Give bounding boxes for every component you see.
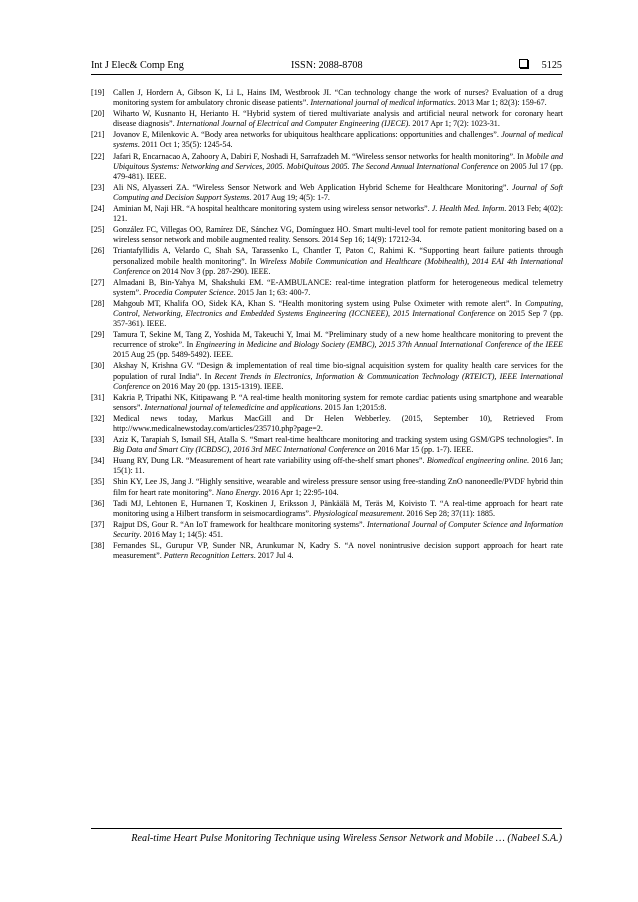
reference-source: Big Data and Smart City (ICBDSC), 2016 3rd MEC International Conference on <box>113 445 376 455</box>
reference-item <box>91 225 563 245</box>
reference-text: . 2013 Feb; 4(02): 121. <box>113 204 563 224</box>
reference-item <box>91 414 563 434</box>
reference-item <box>91 299 563 329</box>
reference-text: Tadi MJ, Lehtonen E, Hurnanen T, Koskinen J, Eriksson J, Pänkäälä M, Teräs M, Koivisto T. “A real-time approach for heart rate monitoring using a Hilbert transform in seismocardiograms”. <box>113 498 563 518</box>
reference-item <box>91 152 563 182</box>
reference-text: on 2005 Jul 17 (pp. 479-481). IEEE. <box>113 161 563 181</box>
reference-source: Recent Trends in Electronics, Information & Communication Technology (RTEICT), IEEE International Conference <box>113 371 564 391</box>
reference-text: on 2014 Nov 3 (pp. 287-290). IEEE. <box>150 266 271 276</box>
reference-text: . 2011 Oct 1; 35(5): 1245-54. <box>137 140 233 150</box>
reference-number: [20] <box>91 109 105 119</box>
reference-source: International journal of medical informatics <box>310 98 454 108</box>
reference-number: [37] <box>91 519 105 529</box>
reference-item <box>91 435 563 455</box>
reference-text: 2015 Aug 25 (pp. 5489-5492). IEEE. <box>113 350 234 360</box>
journal-name: Int J Elec& Comp Eng <box>91 60 184 71</box>
square-icon <box>519 59 528 68</box>
reference-number: [22] <box>91 151 105 161</box>
reference-text: Rajput DS, Gour R. “An IoT framework for healthcare monitoring systems”. <box>113 519 367 529</box>
issn: ISSN: 2088-8708 <box>291 60 363 71</box>
page-footer: Real-time Heart Pulse Monitoring Technique using Wireless Sensor Network and Mobile … (Nabeel S.A.) <box>131 833 562 844</box>
reference-source: Nano Energy <box>215 487 259 497</box>
reference-text: . 2016 Sep 28; 37(11): 1885. <box>402 508 496 518</box>
reference-source: Wireless Mobile Communication and Healthcare (Mobihealth), 2014 EAI 4th International Conference <box>113 256 563 276</box>
reference-text: . 2017 Jul 4. <box>253 551 294 561</box>
reference-number: [32] <box>91 413 105 423</box>
reference-source: Journal of Soft Computing and Decision Support Systems <box>113 182 563 202</box>
reference-source: Biomedical engineering online. <box>426 456 530 466</box>
reference-number: [27] <box>91 277 105 287</box>
reference-item <box>91 393 563 413</box>
reference-number: [21] <box>91 130 105 140</box>
reference-text: Tamura T, Sekine M, Tang Z, Yoshida M, Takeuchi Y, Imai M. “Preliminary study of a new home healthcare monitoring to prevent the recurrence of stroke”. In <box>113 330 563 350</box>
reference-number: [35] <box>91 477 105 487</box>
page-header <box>91 58 562 75</box>
reference-item <box>91 246 563 276</box>
reference-number: [25] <box>91 225 105 235</box>
reference-number: [26] <box>91 246 105 256</box>
reference-text: González FC, Villegas OO, Ramírez DE, Sánchez VG, Domínguez HO. Smart multi-level tool for remote patient monitoring based on a wireless sensor network and mobile augmented reality. Sensors. 2014 Sep 16; 14(9): 17212-34. <box>113 225 563 245</box>
reference-text: on 2016 May 20 (pp. 1315-1319). IEEE. <box>150 381 284 391</box>
reference-text: 2016 Mar 15 (pp. 1-7). IEEE. <box>375 445 474 455</box>
reference-source: Mobile and Ubiquitous Systems: Networking and Services, 2005. MobiQuitous 2005. The Second Annual International Conference <box>113 151 563 171</box>
reference-text: . 2016 Apr 1; 22:95-104. <box>258 487 339 497</box>
reference-source: Journal of medical systems <box>113 130 563 150</box>
reference-item <box>91 456 563 476</box>
reference-item <box>91 204 563 224</box>
reference-text: Aminian M, Naji HR. “A hospital healthcare monitoring system using wireless sensor networks”. <box>113 204 432 214</box>
reference-item <box>91 361 563 391</box>
reference-number: [36] <box>91 498 105 508</box>
reference-item <box>91 499 563 519</box>
reference-source: International Journal of Electrical and Computer Engineering (IJECE). <box>176 119 411 129</box>
reference-source: Pattern Recognition Letters <box>163 551 254 561</box>
reference-item <box>91 330 563 360</box>
reference-text: Ali NS, Alyasseri ZA. “Wireless Sensor Network and Web Application Hybrid Scheme for Healthcare Monitoring”. <box>113 182 512 192</box>
reference-text: Mahgoub MT, Khalifa OO, Sidek KA, Khan S. “Health monitoring system using Pulse Oximeter with remote alert”. In <box>113 298 525 308</box>
reference-number: [31] <box>91 392 105 402</box>
reference-text: Jafari R, Encarnacao A, Zahoory A, Dabiri F, Noshadi H, Sarrafzadeh M. “Wireless sensor networks for health monitoring”. In <box>113 151 526 161</box>
reference-number: [24] <box>91 204 105 214</box>
reference-item <box>91 520 563 540</box>
reference-number: [29] <box>91 330 105 340</box>
reference-source: Engineering in Medicine and Biology Society (EMBC), 2015 37th Annual International Conference of the IEEE <box>195 340 563 350</box>
reference-number: [19] <box>91 88 105 97</box>
reference-number: [23] <box>91 182 105 192</box>
reference-source: International Journal of Computer Science and Information Security <box>113 519 563 539</box>
reference-text: on 2015 Sep 7 (pp. 357-361). IEEE. <box>113 308 563 329</box>
reference-text: 2016 Jan; 15(1): 11. <box>113 456 563 476</box>
reference-text: Almadani B, Bin-Yahya M, Shakshuki EM. “E-AMBULANCE: real-time integration platform for heterogeneous medical telemetry system”. <box>113 277 563 297</box>
reference-text: Wiharto W, Kusnanto H, Herianto H. “Hybrid system of tiered multivariate analysis and artificial neural network for coronary heart disease diagnosis”. <box>113 109 563 129</box>
reference-item <box>91 541 563 561</box>
reference-text: . 2013 Mar 1; 82(3): 159-67. <box>453 98 547 108</box>
reference-number: [28] <box>91 298 105 308</box>
reference-number: [38] <box>91 541 105 551</box>
reference-item <box>91 183 563 203</box>
reference-number: [30] <box>91 361 105 371</box>
reference-source: International journal of telemedicine and applications <box>144 402 321 412</box>
page-number-area <box>519 58 562 74</box>
reference-text: Shin KY, Lee JS, Jang J. “Highly sensitive, wearable and wireless pressure sensor using free-standing ZnO nanoneedle/PVDF hybrid thin film for heart rate monitoring”. <box>113 477 563 497</box>
reference-text: Akshay N, Krishna GV. “Design & implementation of real time bio-signal acquisition system for quality health care services for the population of rural India”. In <box>113 361 563 381</box>
reference-list <box>91 88 563 562</box>
reference-source: Procedia Computer Science <box>143 287 234 297</box>
reference-source: Computing, Control, Networking, Electronics and Embedded Systems Engineering (ICCNEEE), 2015 International Conference <box>113 298 563 318</box>
reference-source: Physiological measurement <box>313 508 403 518</box>
reference-text: . 2015 Jan 1; 63: 400-7. <box>233 287 311 297</box>
reference-text: 2017 Apr 1; 7(2): 1023-31. <box>410 119 500 129</box>
reference-text: Jovanov E, Milenkovic A. “Body area networks for ubiquitous healthcare applications: opportunities and challenges”. <box>113 130 502 140</box>
reference-number: [33] <box>91 435 105 445</box>
reference-text: Aziz K, Tarapiah S, Ismail SH, Atalla S. “Smart real-time healthcare monitoring and tracking system using GSM/GPS technologies”. In <box>113 435 563 445</box>
reference-text: . 2015 Jan 1;2015:8. <box>320 402 387 412</box>
page-number: 5125 <box>541 60 562 71</box>
footer-divider <box>91 828 562 829</box>
reference-text: Callen J, Hordern A, Gibson K, Li L, Hains IM, Westbrook JI. “Can technology change the work of nurses? Evaluation of a drug monitoring system for ambulatory chronic disease patients”. <box>113 88 563 108</box>
reference-text: . 2016 May 1; 14(5): 451. <box>139 529 223 539</box>
reference-item <box>91 88 563 108</box>
reference-text: Kakria P, Tripathi NK, Kitipawang P. “A real-time health monitoring system for remote cardiac patients using smartphone and wearable sensors”. <box>113 392 563 412</box>
reference-text: . 2017 Aug 19; 4(5): 1-7. <box>249 192 330 202</box>
reference-item <box>91 278 563 298</box>
reference-text: Huang RY, Dung LR. “Measurement of heart rate variability using off-the-shelf smart phones”. <box>113 456 427 466</box>
reference-item <box>91 130 563 150</box>
reference-number: [34] <box>91 456 105 466</box>
reference-item <box>91 109 563 129</box>
reference-source: J. Health Med. Inform <box>431 204 505 214</box>
reference-text: Triantafyllidis A, Velardo C, Shah SA, Tarassenko L, Chantler T, Paton C, Rahimi K. “Supporting heart failure patients through personalized mobile health monitoring”. In <box>113 246 563 266</box>
reference-item <box>91 477 563 497</box>
reference-text: Medical news today, Markus MacGill and Dr Helen Webberley. (2015, September 10), Retrieved From http://www.medicalnewstoday.com/articles/235710.php?page=2. <box>113 413 563 433</box>
reference-text: Fernandes SL, Gurupur VP, Sunder NR, Arunkumar N, Kadry S. “A novel nonintrusive decision support approach for heart rate measurement”. <box>113 541 563 561</box>
